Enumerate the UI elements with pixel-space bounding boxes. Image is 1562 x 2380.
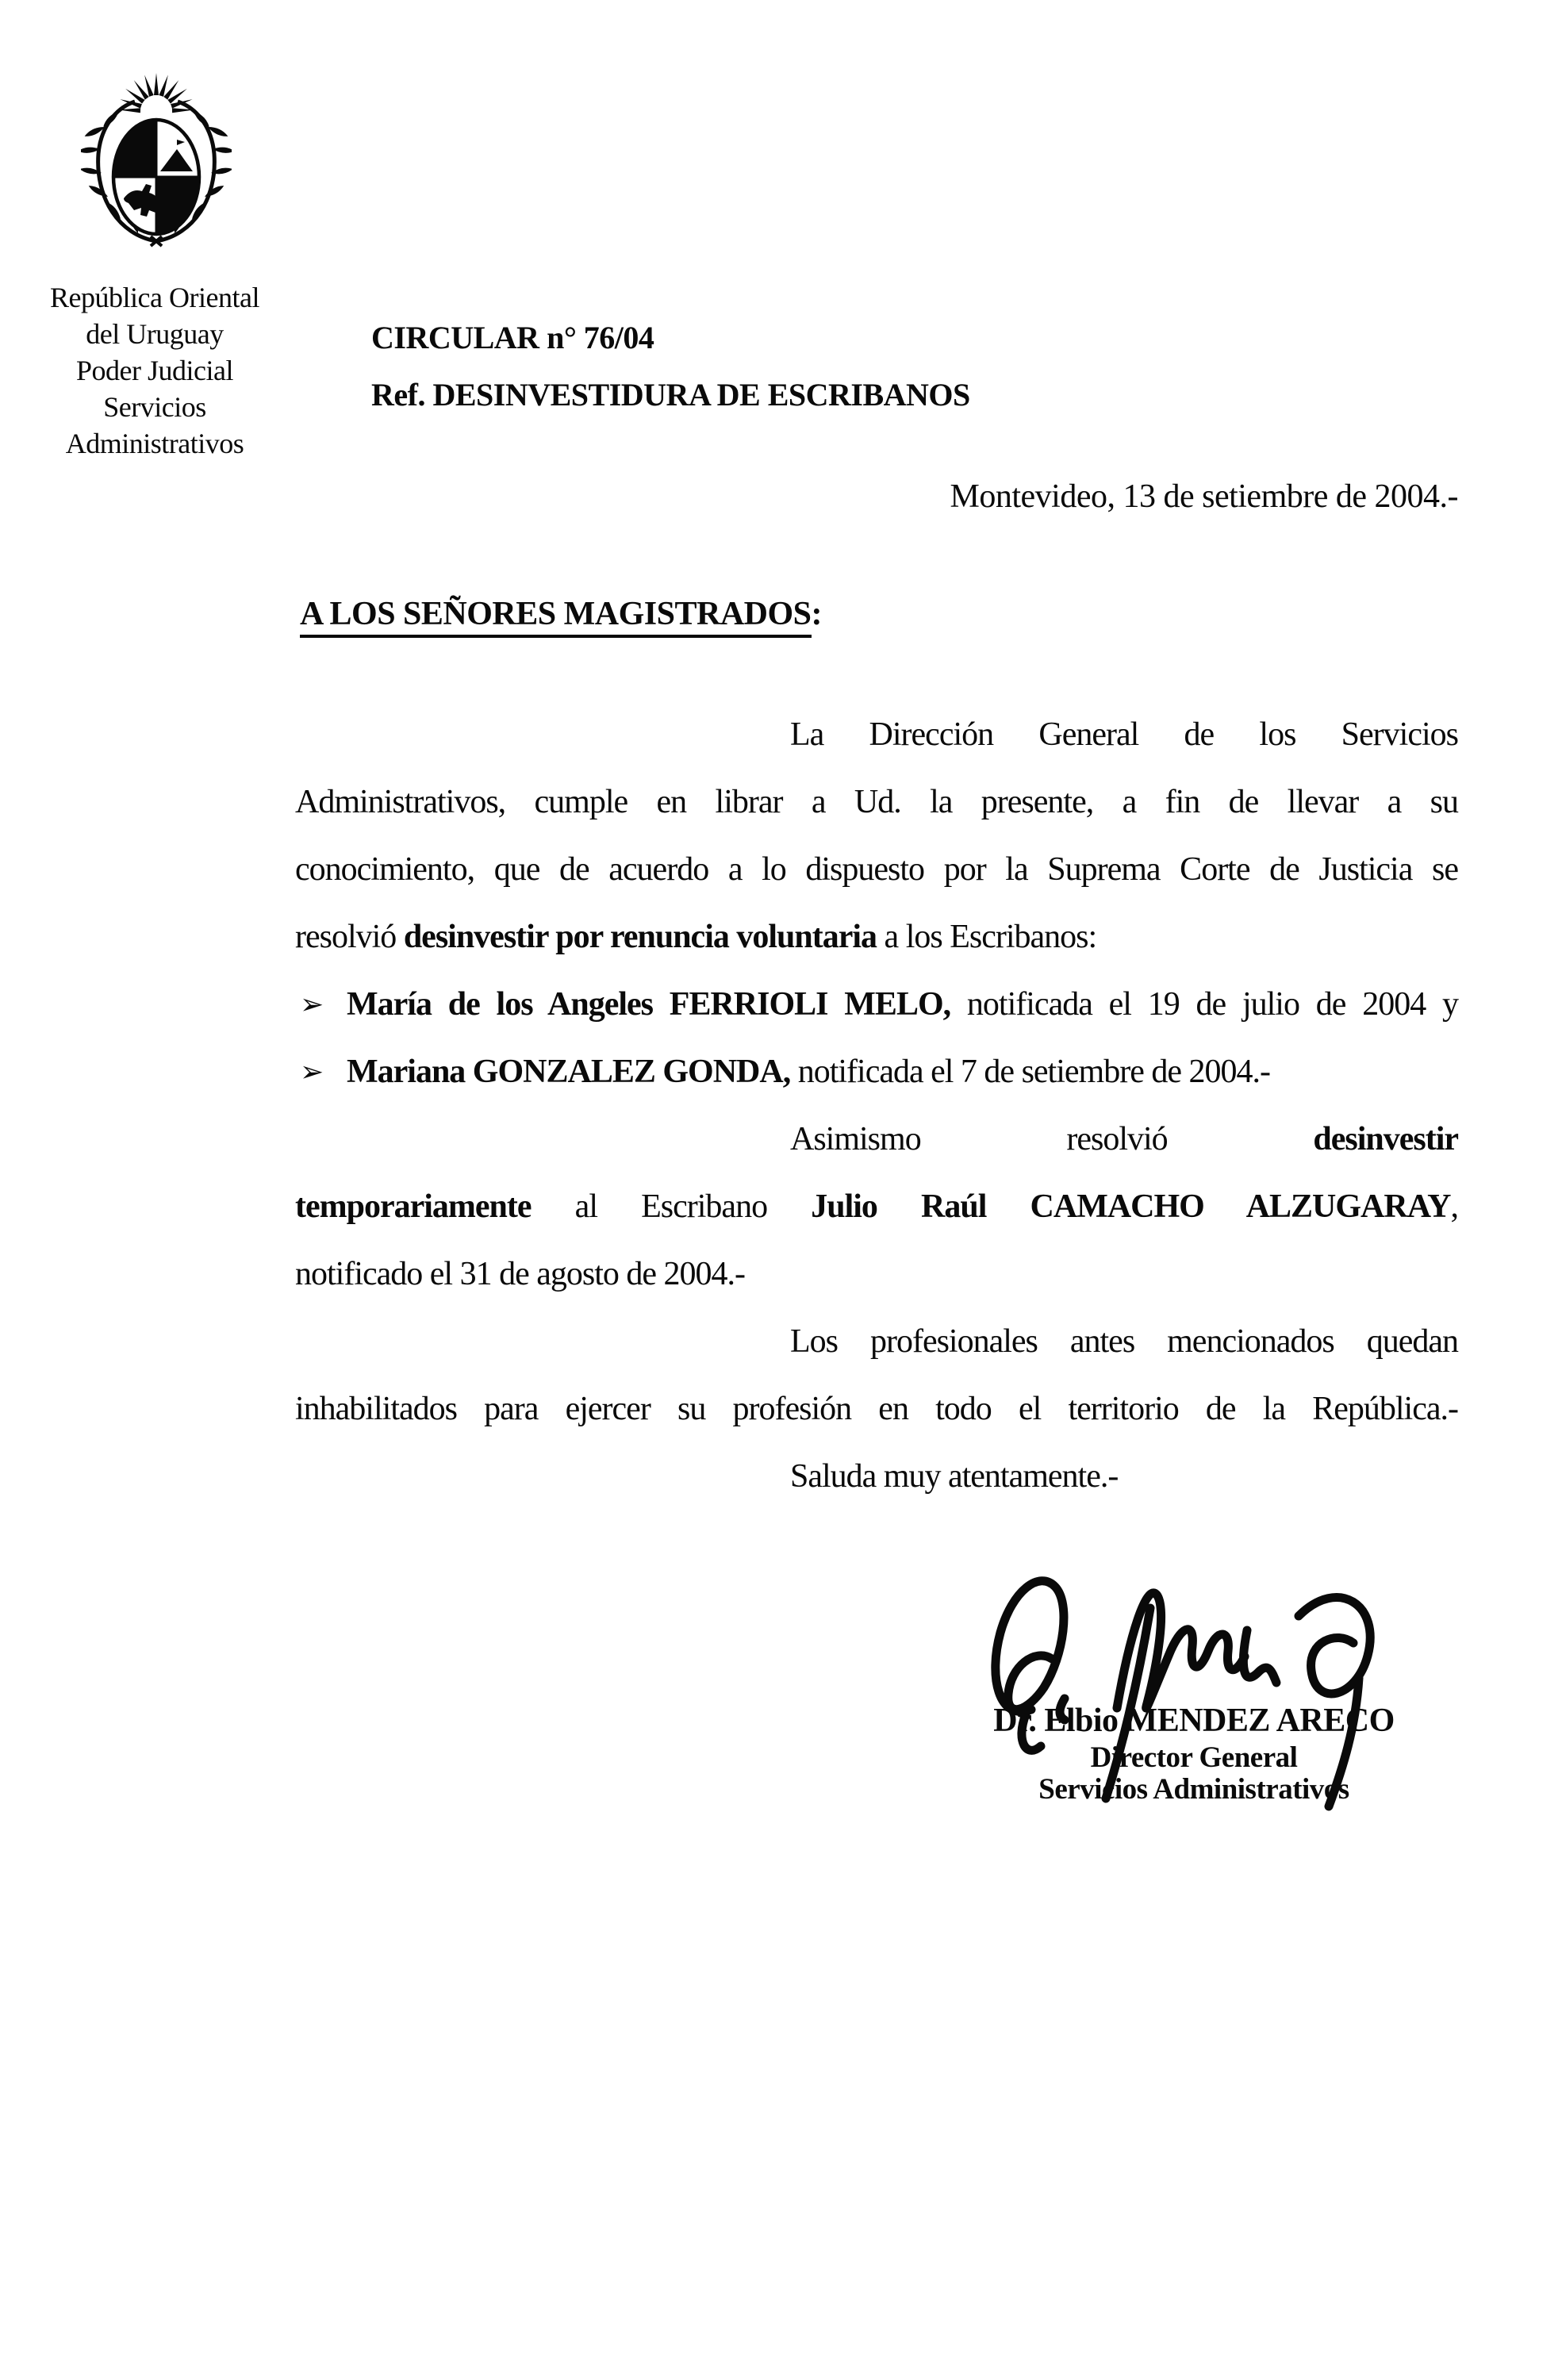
signer-name: Dr. Elbio MENDEZ ARECO [993, 1702, 1395, 1739]
body-line: temporariamente al Escribano Julio Raúl CAMACHO ALZUGARAY, [295, 1188, 1459, 1225]
letterhead-line: República Oriental [50, 282, 259, 313]
body-line: resolvió desinvestir por renuncia voluntaria a los Escribanos: [295, 919, 1097, 955]
arrowhead-bullet-icon: ➢ [300, 988, 324, 1021]
body-line: Administrativos, cumple en librar a Ud. la presente, a fin de llevar a su [295, 784, 1458, 820]
addressee-underlined-text: A LOS SEÑORES MAGISTRADOS [300, 596, 812, 638]
body-line: Asimismo resolvió desinvestir [790, 1121, 1458, 1157]
signer-org: Servicios Administrativos [1038, 1773, 1349, 1806]
letterhead [16, 279, 294, 462]
body-line: notificado el 31 de agosto de 2004.- [295, 1256, 746, 1292]
letterhead-line: Servicios [103, 391, 206, 423]
letterhead-line: Administrativos [65, 428, 244, 459]
dateline: Montevideo, 13 de setiembre de 2004.- [950, 478, 1458, 515]
addressee-heading [300, 595, 822, 633]
uruguay-coat-of-arms-icon [81, 70, 232, 248]
body-line: Los profesionales antes mencionados quedan [790, 1323, 1458, 1360]
reference-subject: Ref. DESINVESTIDURA DE ESCRIBANOS [371, 377, 970, 413]
body-line: conocimiento, que de acuerdo a lo dispuesto por la Suprema Corte de Justicia se [295, 851, 1458, 888]
circular-number: CIRCULAR n° 76/04 [371, 320, 654, 355]
closing-line: Saluda muy atentamente.- [790, 1458, 1119, 1495]
body-line: La Dirección General de los Servicios [790, 716, 1458, 753]
list-item: ➢ María de los Angeles FERRIOLI MELO, notificada el 19 de julio de 2004 y [295, 971, 1458, 1038]
arrowhead-bullet-icon: ➢ [300, 1056, 324, 1088]
addressee-colon: : [811, 596, 823, 632]
body-line: inhabilitados para ejercer su profesión en todo el territorio de la República.- [295, 1391, 1458, 1427]
signer-title: Director General [1090, 1741, 1298, 1774]
letterhead-line: Poder Judicial [76, 355, 233, 386]
letterhead-line: del Uruguay [86, 318, 224, 350]
letter-body [295, 701, 1458, 1511]
list-item: ➢ Mariana GONZALEZ GONDA, notificada el 7 de setiembre de 2004.- [295, 1038, 1458, 1106]
